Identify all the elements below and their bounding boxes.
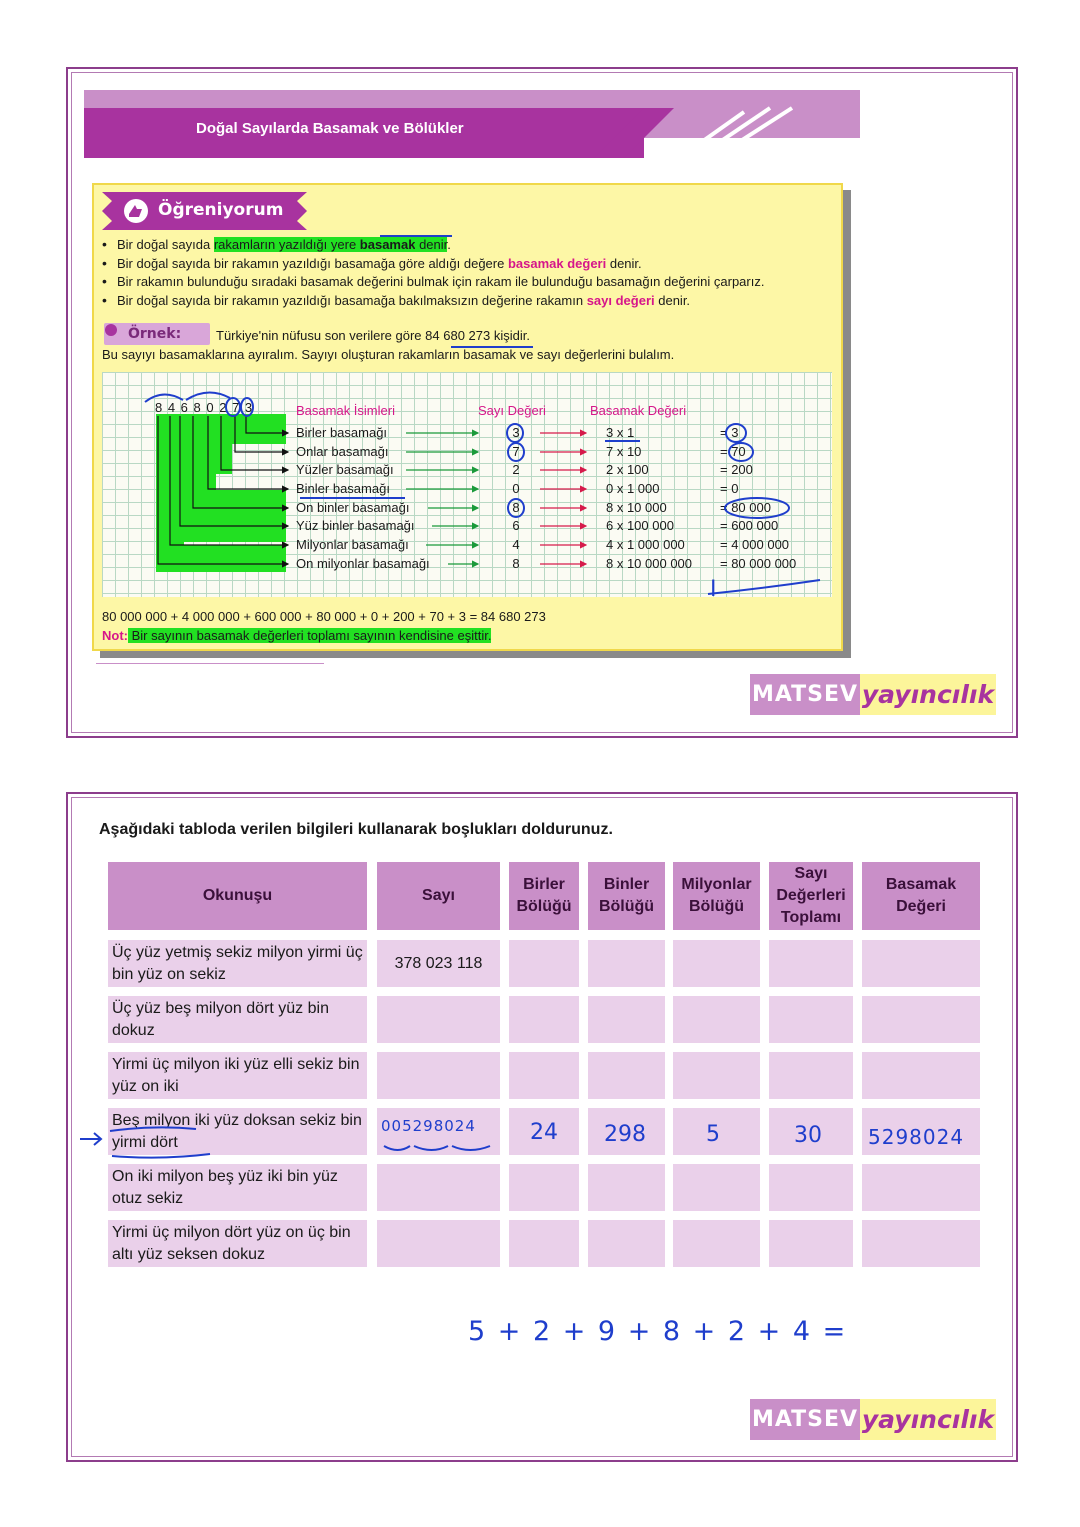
row-reading: On iki milyon beş yüz iki bin yüz otuz sekiz [108, 1164, 367, 1211]
place-name: On binler basamağı [296, 500, 410, 515]
place-expression: 4 x 1 000 000 [606, 537, 685, 552]
example-label: Örnek: [128, 326, 182, 342]
place-result: = 70 [720, 444, 746, 459]
place-result: = 600 000 [720, 518, 779, 533]
place-name: Binler basamağı [296, 481, 390, 496]
header-place-names: Basamak İsimleri [296, 403, 395, 418]
place-result: = 0 [720, 481, 739, 496]
handwritten-millions: 5 [706, 1122, 720, 1147]
example-sentence: Türkiye'nin nüfusu son verilere göre 84 680 273 kişidir. [216, 328, 530, 343]
col-header-ones-period: Birler Bölüğü [509, 862, 579, 930]
place-expression: 0 x 1 000 [606, 481, 660, 496]
publisher-logo: MATSEV yayıncılık [750, 674, 996, 715]
place-name: Onlar basamağı [296, 444, 389, 459]
digit-value: 8 [512, 556, 520, 571]
place-expression: 2 x 100 [606, 462, 649, 477]
col-header-digit-sum: Sayı Değerleri Toplamı [769, 862, 853, 930]
bullet-1: • Bir doğal sayıda rakamların yazıldığı yere basamak denir. [102, 235, 842, 254]
col-header-reading: Okunuşu [108, 862, 367, 930]
handwritten-number: 005298024 [381, 1117, 476, 1135]
handwritten-place-value: 5298024 [868, 1125, 965, 1149]
digit-value: 6 [512, 518, 520, 533]
bullet-2: • Bir doğal sayıda bir rakamın yazıldığı basamağa göre aldığı değere basamak değeri denir. [102, 254, 842, 273]
place-expression: 8 x 10 000 000 [606, 556, 693, 571]
row-number-input[interactable]: 378 023 118 [377, 940, 500, 987]
bullet-4: • Bir doğal sayıda bir rakamın yazıldığı basamağa bakılmaksızın değerine rakamın sayı değeri denir. [102, 291, 842, 310]
place-expression: 7 x 10 [606, 444, 642, 459]
example-digits: 8 4 6 8 0 2 7 3 [155, 400, 254, 415]
digit-value: 7 [512, 444, 520, 459]
row-reading: Yirmi üç milyon iki yüz elli sekiz bin yüz on iki [108, 1052, 367, 1099]
row-reading: Yirmi üç milyon dört yüz on üç bin altı yüz seksen dokuz [108, 1220, 367, 1267]
row-reading: Üç yüz beş milyon dört yüz bin dokuz [108, 996, 367, 1043]
place-expression: 8 x 10 000 [606, 500, 667, 515]
place-result: = 80 000 [720, 500, 771, 515]
place-expression: 3 x 1 [606, 425, 635, 440]
place-result: = 80 000 000 [720, 556, 797, 571]
handwritten-sum: 30 [794, 1123, 822, 1148]
digit-value: 8 [512, 500, 520, 515]
exercise-instruction: Aşağıdaki tabloda verilen bilgileri kullanarak boşlukları doldurunuz. [99, 821, 613, 838]
header-place-value: Basamak Değeri [590, 403, 687, 418]
place-result: = 3 [720, 425, 739, 440]
example-instruction: Bu sayıyı basamaklarına ayıralım. Sayıyı oluşturan rakamların basamak ve sayı değerlerini bulalım. [102, 347, 675, 362]
handwritten-thousands: 298 [604, 1122, 646, 1147]
place-name: Milyonlar basamağı [296, 537, 409, 552]
digit-value: 0 [512, 481, 520, 496]
place-result: = 4 000 000 [720, 537, 790, 552]
publisher-logo: MATSEV yayıncılık [750, 1399, 996, 1440]
digit-value: 2 [512, 462, 520, 477]
place-result: = 200 [720, 462, 753, 477]
row-reading: Üç yüz yetmiş sekiz milyon yirmi üç bin yüz on sekiz [108, 940, 367, 987]
handwritten-ones: 24 [530, 1120, 558, 1145]
col-header-thousands-period: Binler Bölüğü [588, 862, 665, 930]
note: Not: Bir sayının basamak değerleri toplamı sayının kendisine eşittir. [102, 628, 492, 643]
handwritten-digit-sum: 5 + 2 + 9 + 8 + 2 + 4 = [468, 1316, 848, 1347]
bullet-3: • Bir rakamın bulunduğu sıradaki basamak değerini bulmak için rakam ile bulunduğu basamağın değerini çarparız. [102, 272, 842, 291]
place-name: Birler basamağı [296, 425, 388, 440]
page-title: Doğal Sayılarda Basamak ve Bölükler [196, 120, 464, 137]
digit-value: 3 [512, 425, 520, 440]
header-digit-value: Sayı Değeri [478, 403, 546, 418]
col-header-place-value: Basamak Değeri [862, 862, 980, 930]
sum-expression: 80 000 000 + 4 000 000 + 600 000 + 80 000 + 0 + 200 + 70 + 3 = 84 680 273 [102, 609, 546, 624]
place-name: Yüzler basamağı [296, 462, 394, 477]
row-reading: Beş milyon iki yüz doksan sekiz bin yirmi dört [108, 1108, 367, 1155]
place-expression: 6 x 100 000 [606, 518, 674, 533]
col-header-number: Sayı [377, 862, 500, 930]
example-number: 84 680 273 [425, 328, 491, 343]
place-name: Yüz binler basamağı [296, 518, 415, 533]
badge-label: Öğreniyorum [158, 200, 284, 220]
place-name: On milyonlar basamağı [296, 556, 430, 571]
col-header-millions-period: Milyonlar Bölüğü [673, 862, 760, 930]
digit-value: 4 [512, 537, 520, 552]
handwritten-mark: I [710, 577, 717, 602]
